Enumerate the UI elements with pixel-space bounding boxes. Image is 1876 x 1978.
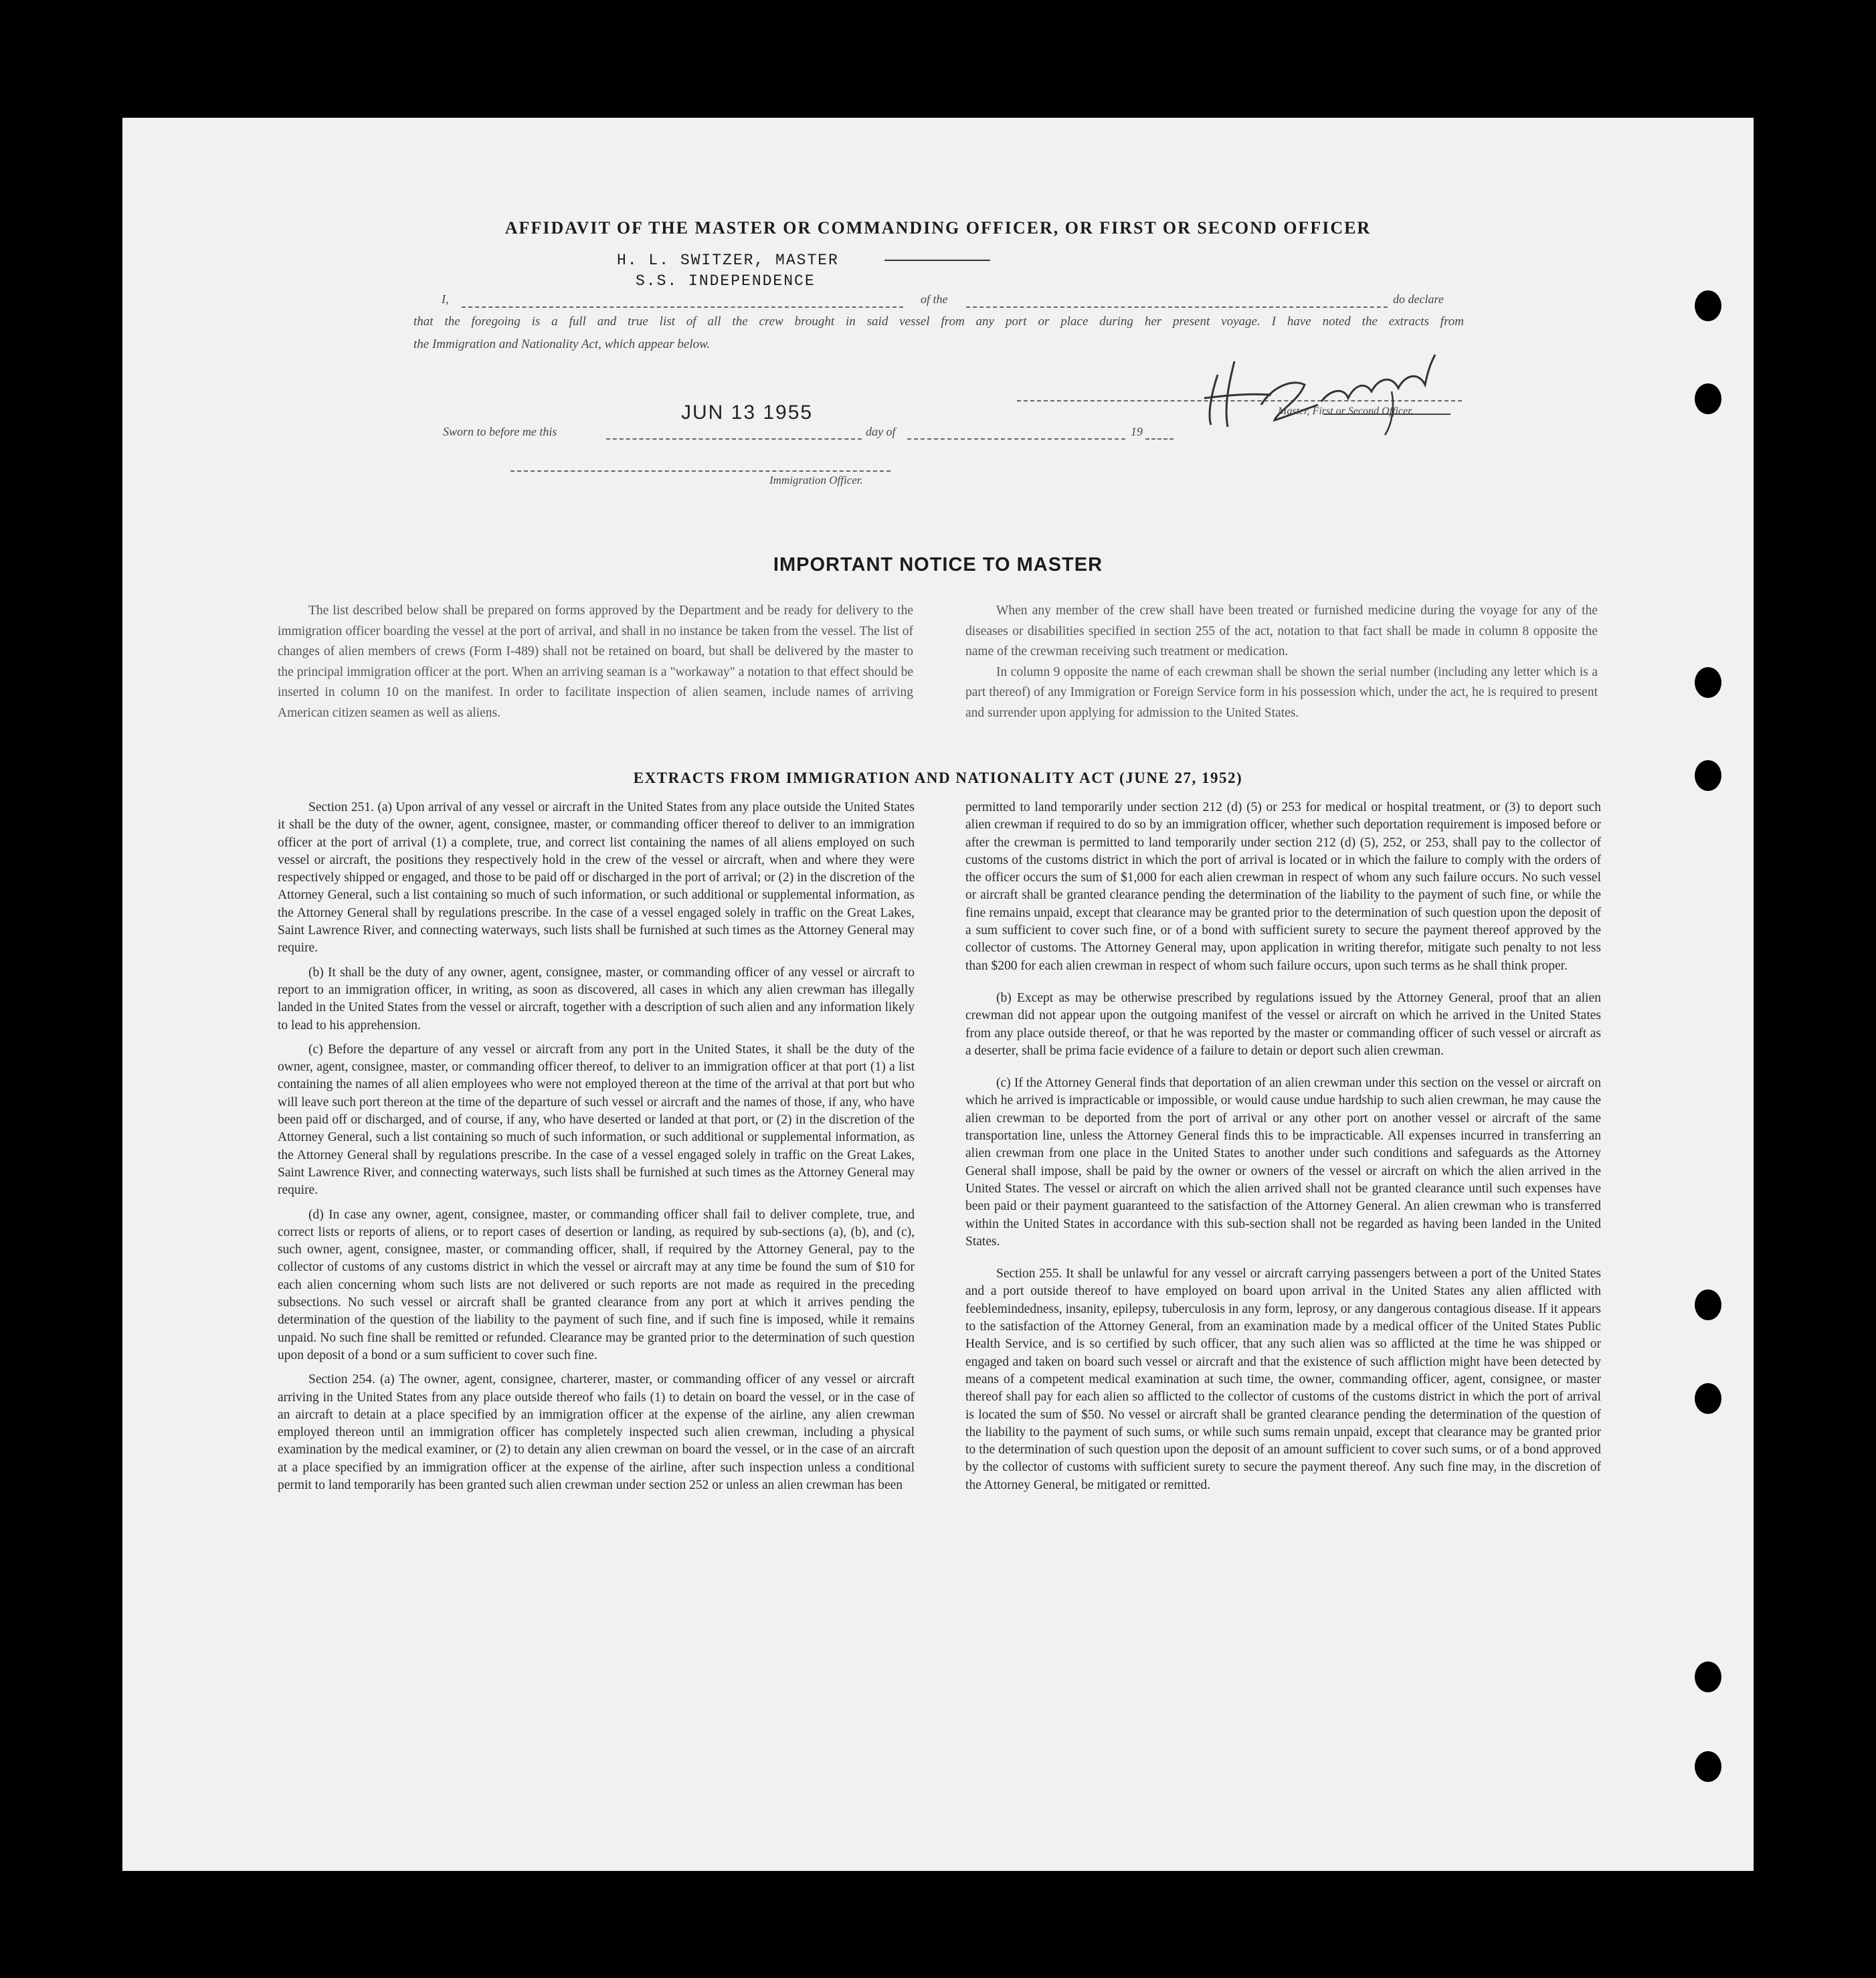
master-signature: [1191, 348, 1479, 442]
notice-left-column: [278, 601, 913, 723]
section-251a: Section 251. (a) Upon arrival of any vessel or aircraft in the United States from any place outside the United States it shall be the duty of the owner, agent, consignee, master, or commanding officer thereof to deliver to an immigration officer at the port of arrival (1) a complete, true, and correct list containing the names of all aliens employed on such vessel or aircraft, the positions they respectively hold in the crew of the vessel or aircraft, when and where they were respectively shipped or engaged, and those to be paid off or discharged in the port of arrival; or (2) in the discretion of the Attorney General, such a list containing so much of such information, or such additional or supplemental information, as the Attorney General shall by regulations prescribe. In the case of a vessel engaged solely in traffic on the Great Lakes, Saint Lawrence River, and connecting waterways, such lists shall be furnished at such times as the Attorney General may require.: [278, 800, 915, 956]
punch-hole: [1695, 383, 1721, 414]
immigration-officer-caption: Immigration Officer.: [769, 474, 863, 486]
strikethrough-first-second: [1323, 414, 1450, 415]
punch-hole: [1695, 667, 1721, 698]
name-blank-line: [462, 306, 903, 308]
extracts-title: EXTRACTS FROM IMMIGRATION AND NATIONALITY ACT (JUNE 27, 1952): [633, 770, 1243, 786]
punch-hole: [1695, 290, 1721, 321]
notice-right-column: [965, 601, 1598, 723]
extracts-left-column: [278, 799, 915, 1501]
declaration-i: I,: [442, 292, 449, 306]
punch-hole: [1695, 1289, 1721, 1320]
short-rule: [884, 260, 990, 261]
section-254a: Section 254. (a) The owner, agent, consignee, charterer, master, or commanding officer of any vessel or aircraft arriving in the United States from any place outside thereof who fails (1) to detain on board the vessel, or in the case of an aircraft to detain at a place specified by an immigration officer at the expense of the airline, any alien crewman employed thereon until an immigration officer has completely inspected such alien crewman, including a physical examination by the medical examiner, or (2) to detain any alien crewman on board the vessel, or in the case of an aircraft at a place specified by an immigration officer at the expense of the airline, after such inspection unless a conditional permit to land temporarily has been granted such alien crewman under section 252 or unless an alien crewman has been: [278, 1372, 915, 1492]
vessel-blank-line: [966, 306, 1388, 308]
section-254c: (c) If the Attorney General finds that deportation of an alien crewman under this section on the vessel or aircraft on which he arrived is impracticable or impossible, or would cause undue hardship to such alien crewman, he may cause the alien crewman to be deported from the port of arrival or any other port on another vessel or aircraft of the same transportation line, unless the Attorney General finds this to be impracticable. All expenses incurred in transferring an alien crewman from one place in the United States to another under such conditions and safeguards as the Attorney General shall impose, shall be paid by the owner or owners of the vessel or aircraft on which the alien arrived in the United States. The vessel or aircraft on which the alien arrived shall not be granted clearance until such expenses have been paid or their payment guaranteed to the satisfaction of the Attorney General. An alien crewman who is transferred within the United States in accordance with this sub-section shall not be regarded as having been landed in the United States.: [965, 1076, 1601, 1249]
punch-hole: [1695, 1383, 1721, 1414]
declaration-line-2: that the foregoing is a full and true list of all the crew brought in said vessel from any port or place during her present voyage. I have noted the extracts from: [413, 314, 1464, 329]
sworn-day-of: day of: [866, 425, 896, 438]
typed-vessel-name: S.S. INDEPENDENCE: [636, 272, 816, 290]
punch-hole: [1695, 1751, 1721, 1782]
affidavit-title: AFFIDAVIT OF THE MASTER OR COMMANDING OFFICER, OR FIRST OR SECOND OFFICER: [504, 218, 1372, 238]
officer-signature-line: [510, 470, 890, 472]
declaration-of-the: of the: [921, 292, 948, 306]
typed-master-name: H. L. SWITZER, MASTER: [617, 252, 839, 269]
notice-title: IMPORTANT NOTICE TO MASTER: [773, 554, 1103, 575]
notice-right-paragraph-2: In column 9 opposite the name of each crewman shall be shown the serial number (including any letter which is a part thereof) of any Immigration or Foreign Service form in his possession which, under the act, he is required to present and surrender upon applying for admission to the United States.: [965, 664, 1598, 720]
extracts-right-column: [965, 799, 1601, 1501]
section-254a-continued: permitted to land temporarily under section 212 (d) (5) or 253 for medical or hospital treatment, or (3) to deport such alien crewman if required to do so by an immigration officer, whether such deportation requirement is imposed before or after the crewman is permitted to land temporarily under section 212 (d) (5), 252, or 253, shall pay to the collector of customs of the customs district in which the port of arrival is located or in which the failure to comply with the orders of the officer occurs the sum of $1,000 for each alien crewman in respect of whom any such failure occurs. No such vessel or aircraft shall be granted clearance pending the determination of the liability to the payment of such fine, or while the fine remains unpaid, except that clearance may be granted prior to the determination of such question upon the deposit of a sum sufficient to cover such fine, or of a bond with sufficient surety to secure the payment thereof approved by the collector of customs. The Attorney General may, upon application in writing therefor, mitigate such penalty to not less than $200 for each alien crewman in respect of whom such failure occurs, upon such terms as he shall think proper.: [965, 800, 1601, 973]
punch-hole: [1695, 1661, 1721, 1692]
sworn-text: Sworn to before me this: [443, 425, 557, 438]
section-255: Section 255. It shall be unlawful for any vessel or aircraft carrying passengers between a port of the United States and a port outside thereof to have employed on board upon arrival in the United States any alien afflicted with feeblemindedness, insanity, epilepsy, tuberculosis in any form, leprosy, or any dangerous contagious disease. If it appears to the satisfaction of the Attorney General, from an examination made by a medical officer of the United States Public Health Service, and is so certified by such officer, that any such alien was so afflicted at the time he was shipped or engaged and taken on board such vessel or aircraft and that the existence of such affliction might have been detected by means of a competent medical examination at such time, the owner, commanding officer, agent, consignee, or master thereof shall pay for each alien so afflicted to the collector of customs of the customs district in which the port of arrival is located the sum of $50. No vessel or aircraft shall be granted clearance pending the determination of the question of the liability to the payment of such sums, or while such sums remain unpaid, except that clearance may be granted prior to the determination of such question upon the deposit of an amount sufficient to cover such sums, or of a bond approved by the collector of customs with sufficient surety to secure the payment thereof. Any such fine may, in the discretion of the Attorney General, be mitigated or remitted.: [965, 1267, 1601, 1492]
declaration-line-3: the Immigration and Nationality Act, which appear below.: [413, 337, 711, 351]
section-251c: (c) Before the departure of any vessel or aircraft from any port in the United States, it shall be the duty of the owner, agent, consignee, master, or commanding officer thereof, to deliver to an immigration officer at that port (1) a list containing the names of all alien employees who were not employed thereon at the time of the arrival at that port but who will leave such port thereon at the time of the departure of such vessel or aircraft and the names of those, if any, who have been paid off or discharged, and of course, if any, who have deserted or landed at that port, or (2) in the discretion of the Attorney General, such a list containing so much of such information, or such additional or supplemental information, as the Attorney General shall by regulations prescribe. In the case of a vessel engaged solely in traffic on the Great Lakes, Saint Lawrence River, and connecting waterways, such lists shall be furnished at such times as the Attorney General may require.: [278, 1042, 915, 1198]
section-251d: (d) In case any owner, agent, consignee, master, or commanding officer shall fail to deliver complete, true, and correct lists or reports of aliens, or to report cases of desertion or landing, as required by sub-sections (a), (b), and (c), such owner, agent, consignee, master, or commanding officer, shall, if required by the Attorney General, pay to the collector of customs of any customs district in which the vessel or aircraft may at any time be found the sum of $10 for each alien concerning whom such lists are not delivered or such reports are not made as required in the preceding subsections. No such vessel or aircraft shall be granted clearance from any port at which it arrives pending the determination of the question of the liability to the payment of such fine, and if such fine is imposed, while it remains unpaid. No such fine shall be remitted or refunded. Clearance may be granted prior to the determination of such question upon deposit of a bond or a sum sufficient to cover such fine.: [278, 1207, 915, 1362]
notice-left-paragraph: The list described below shall be prepared on forms approved by the Department and be ready for delivery to the immigration officer boarding the vessel at the port of arrival, and shall in no instance be taken from the vessel. The list of changes of alien members of crews (Form I-489) shall not be retained on board, but shall be delivered by the master to the principal immigration officer at the port. When an arriving seaman is a "workaway" a notation to that effect should be inserted in column 10 on the manifest. In order to facilitate inspection of alien seamen, include names of arriving American citizen seamen as well as aliens.: [278, 604, 913, 720]
sworn-year-line: [1145, 438, 1174, 440]
notice-right-paragraph-1: When any member of the crew shall have been treated or furnished medicine during the voyage for any of the diseases or disabilities specified in section 255 of the act, notation to that fact shall be made in column 8 opposite the name of the crewman receiving such treatment or medication.: [965, 604, 1598, 658]
section-251b: (b) It shall be the duty of any owner, agent, consignee, master, or commanding officer of any vessel or aircraft to report to an immigration officer, in writing, as soon as discovered, all cases in which any alien crewman has illegally landed in the United States from the vessel or aircraft, together with a description of such alien and any information likely to lead to his apprehension.: [278, 965, 915, 1032]
declaration-do-declare: do declare: [1393, 292, 1444, 306]
sworn-day-line: [606, 438, 862, 440]
section-254b: (b) Except as may be otherwise prescribed by regulations issued by the Attorney General, proof that an alien crewman did not appear upon the outgoing manifest of the vessel or aircraft on which he arrived in the United States from any place outside thereof, or that he was reported by the master or commanding officer of such vessel or aircraft as a deserter, shall be prima facie evidence of a failure to detain or deport such alien crewman.: [965, 990, 1601, 1058]
sworn-month-line: [907, 438, 1125, 440]
sworn-year: 19: [1131, 425, 1143, 438]
date-stamp: JUN 13 1955: [681, 401, 814, 424]
signature-caption: Master, First or Second Officer.: [1278, 406, 1414, 417]
